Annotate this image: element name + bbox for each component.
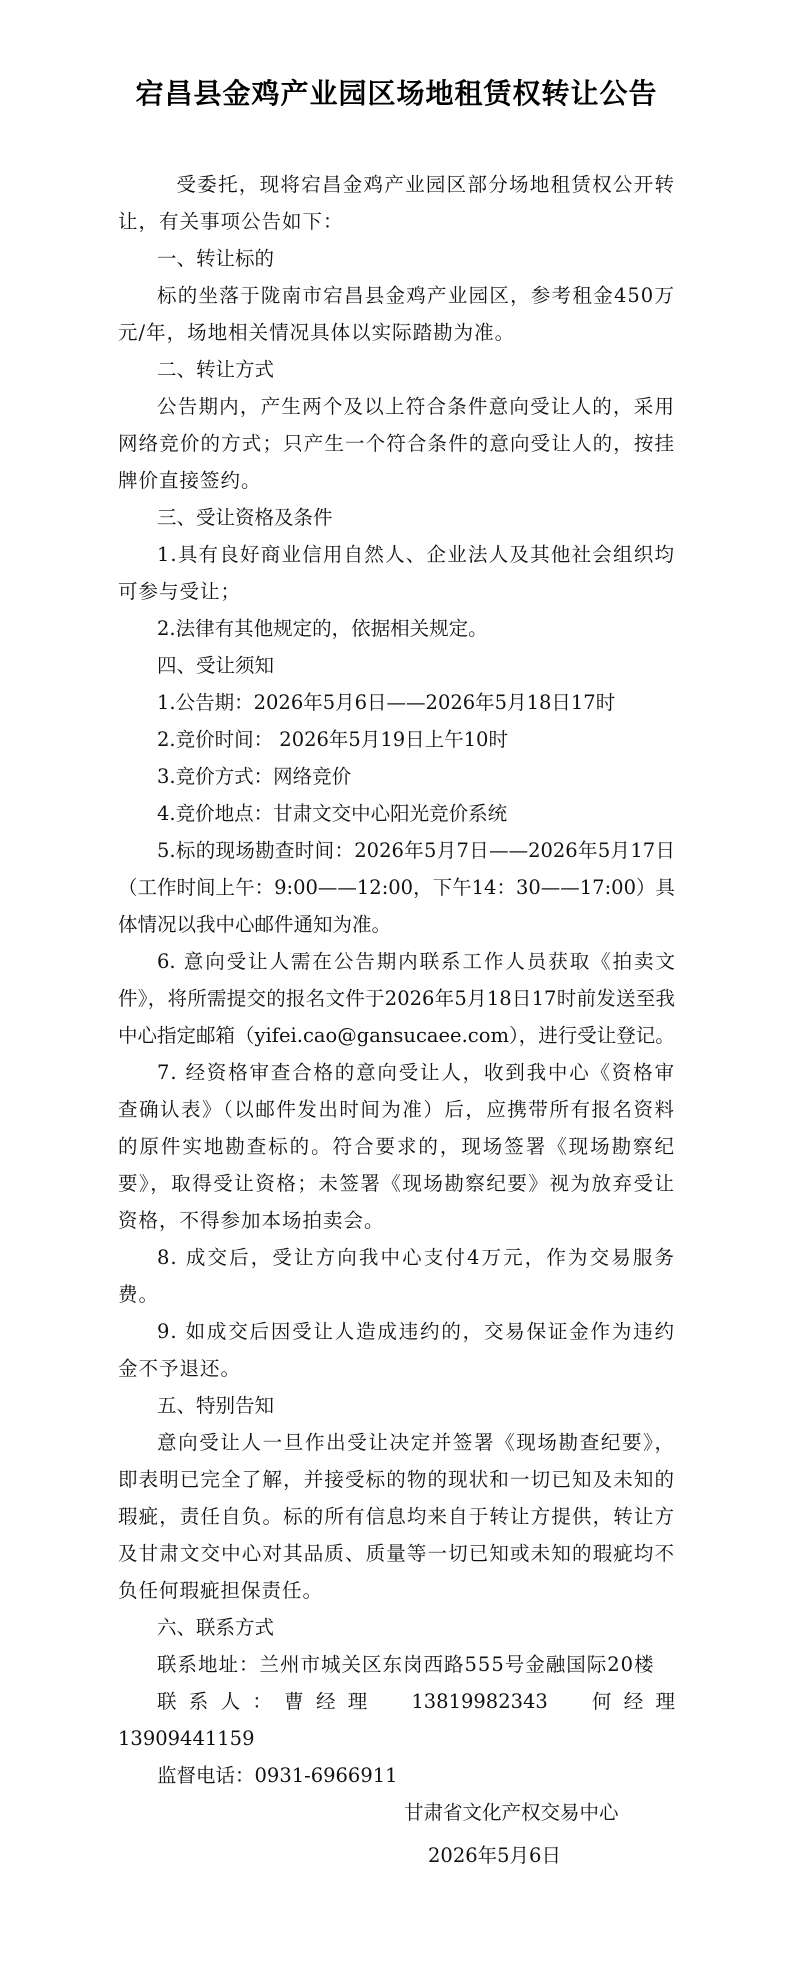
section-4-item-1: 1.公告期：2026年5月6日——2026年5月18日17时 bbox=[157, 691, 616, 714]
section-6-heading: 六、联系方式 bbox=[157, 1616, 275, 1639]
section-3-item-2: 2.法律有其他规定的，依据相关规定。 bbox=[157, 617, 488, 640]
section-4-item-9: 9. 如成交后因受让人造成违约的，交易保证金作为违约金不予退还。 bbox=[118, 1320, 675, 1380]
supervision-phone: 监督电话：0931-6966911 bbox=[157, 1764, 398, 1787]
section-2-heading: 二、转让方式 bbox=[157, 358, 275, 381]
section-3-heading: 三、受让资格及条件 bbox=[157, 506, 333, 529]
section-4-heading: 四、受让须知 bbox=[157, 654, 275, 677]
section-2-paragraph: 公告期内，产生两个及以上符合条件意向受让人的，采用网络竞价的方式；只产生一个符合条件的意向受让人的，按挂牌价直接签约。 bbox=[118, 395, 675, 492]
section-4-item-6: 6. 意向受让人需在公告期内联系工作人员获取《拍卖文件》，将所需提交的报名文件于2026年5月18日17时前发送至我中心指定邮箱（yifei.cao@gansucaee.com），进行受让登记。 bbox=[118, 950, 675, 1047]
document-title: 宕昌县金鸡产业园区场地租赁权转让公告 bbox=[135, 77, 658, 110]
contact-address: 联系地址：兰州市城关区东岗西路555号金融国际20楼 bbox=[157, 1653, 655, 1676]
signature-organization: 甘肃省文化产权交易中心 bbox=[404, 1801, 619, 1824]
section-4-item-4: 4.竞价地点：甘肃文交中心阳光竞价系统 bbox=[157, 802, 508, 825]
section-5-paragraph: 意向受让人一旦作出受让决定并签署《现场勘查纪要》，即表明已完全了解，并接受标的物的现状和一切已知及未知的瑕疵，责任自负。标的所有信息均来自于转让方提供，转让方及甘肃文交中心对其品质、质量等一切已知或未知的瑕疵均不负任何瑕疵担保责任。 bbox=[118, 1431, 675, 1602]
section-1-paragraph: 标的坐落于陇南市宕昌县金鸡产业园区，参考租金450万元/年，场地相关情况具体以实际踏勘为准。 bbox=[118, 284, 675, 344]
intro-paragraph: 受委托，现将宕昌金鸡产业园区部分场地租赁权公开转让，有关事项公告如下： bbox=[118, 173, 675, 233]
section-4-item-3: 3.竞价方式：网络竞价 bbox=[157, 765, 352, 788]
section-1-heading: 一、转让标的 bbox=[157, 247, 275, 270]
section-4-item-5: 5.标的现场勘查时间：2026年5月7日——2026年5月17日（工作时间上午：9:00——12:00，下午14：30——17:00）具体情况以我中心邮件通知为准。 bbox=[118, 839, 675, 936]
signature-block bbox=[118, 1794, 675, 1874]
section-3-item-1: 1.具有良好商业信用自然人、企业法人及其他社会组织均可参与受让； bbox=[118, 543, 675, 603]
section-4-item-8: 8. 成交后，受让方向我中心支付4万元，作为交易服务费。 bbox=[118, 1246, 675, 1306]
section-5-heading: 五、特别告知 bbox=[157, 1394, 275, 1417]
signature-date: 2026年5月6日 bbox=[428, 1844, 561, 1867]
section-4-item-7: 7. 经资格审查合格的意向受让人，收到我中心《资格审查确认表》（以邮件发出时间为准）后，应携带所有报名资料的原件实地勘查标的。符合要求的，现场签署《现场勘察纪要》，取得受让资格；未签署《现场勘察纪要》视为放弃受让资格，不得参加本场拍卖会。 bbox=[118, 1061, 675, 1232]
contact-persons: 联系人：曹经理 13819982343 何经理 13909441159 bbox=[118, 1690, 695, 1750]
section-4-item-2: 2.竞价时间： 2026年5月19日上午10时 bbox=[157, 728, 508, 751]
